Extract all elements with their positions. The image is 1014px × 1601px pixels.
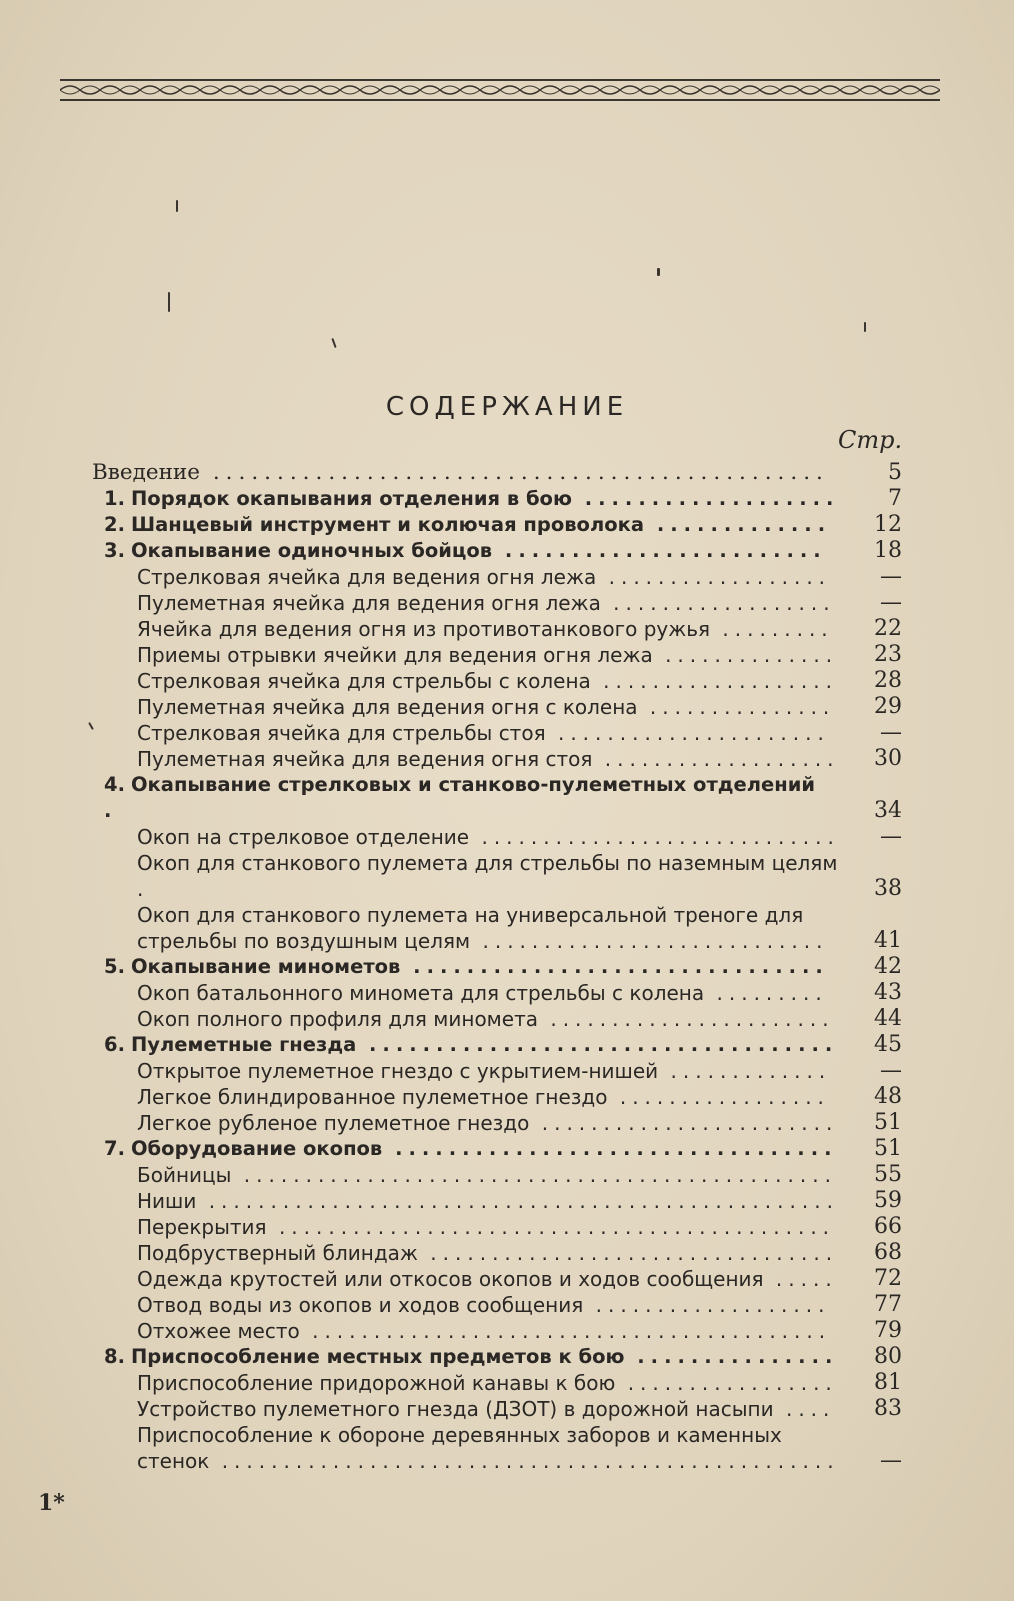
leader-dots: .................: [607, 1085, 830, 1109]
toc-entry-label: [92, 746, 840, 772]
entry-title: Приспособление придорожной канавы к бою: [137, 1371, 616, 1395]
page-number: 48: [874, 1084, 902, 1109]
toc-entry-label: [92, 850, 840, 902]
chapter-number: 1.: [104, 487, 125, 510]
toc-entry-label: [92, 1422, 840, 1474]
toc-subsection[interactable]: [92, 1240, 902, 1266]
toc-chapter[interactable]: [92, 1032, 902, 1058]
entry-title: Стрелковая ячейка для стрельбы с колена: [137, 669, 591, 693]
toc-subsection[interactable]: [92, 1110, 902, 1136]
page-number: 66: [874, 1214, 902, 1239]
leader-dots: .: [104, 799, 118, 822]
page-number: 45: [874, 1032, 902, 1057]
page-number: —: [880, 720, 902, 745]
toc-entry-label: [92, 1370, 840, 1396]
leader-dots: .......................: [537, 1007, 835, 1031]
toc-entry-label: [92, 1292, 840, 1318]
leader-dots: ..................: [600, 591, 836, 615]
leader-dots: .: [137, 877, 150, 901]
entry-title: Бойницы: [137, 1163, 232, 1187]
entry-title: Приспособление к обороне деревянных заборов и каменных стенок: [137, 1423, 782, 1473]
toc-chapter[interactable]: [92, 538, 902, 564]
leader-dots: .....: [763, 1267, 838, 1291]
leader-dots: .........: [710, 617, 834, 641]
toc-subsection[interactable]: [92, 1370, 902, 1396]
decorative-header-rule: [60, 74, 940, 104]
toc-subsection[interactable]: [92, 1292, 902, 1318]
toc-subsection[interactable]: [92, 668, 902, 694]
toc-subsection[interactable]: [92, 1006, 902, 1032]
entry-title: Ниши: [137, 1189, 197, 1213]
page-number: 55: [874, 1162, 902, 1187]
leader-dots: ........................: [529, 1111, 839, 1135]
toc-subsection[interactable]: [92, 850, 902, 902]
toc-subsection[interactable]: [92, 746, 902, 772]
page-number: 81: [874, 1370, 902, 1395]
leader-dots: ...................: [583, 1293, 831, 1317]
entry-title: Стрелковая ячейка для стрельбы стоя: [137, 721, 546, 745]
entry-title: Пулеметная ячейка для ведения огня с колена: [137, 695, 638, 719]
entry-title: Окапывание стрелковых и станково-пулеметных отделений: [130, 773, 816, 796]
entry-title: Шанцевый инструмент и колючая проволока: [130, 513, 645, 536]
entry-title: Окапывание минометов: [130, 955, 401, 978]
page-column-label: Стр.: [838, 426, 903, 454]
toc-subsection[interactable]: [92, 1162, 902, 1188]
toc-entry-label: [92, 1110, 840, 1136]
toc-subsection[interactable]: [92, 1214, 902, 1240]
page-number: 7: [888, 486, 902, 511]
toc-subsection[interactable]: [92, 590, 902, 616]
leader-dots: ................................................: [199, 460, 829, 485]
toc-subsection[interactable]: [92, 616, 902, 642]
toc-entry-label: [92, 1318, 840, 1344]
toc-entry-label: [92, 538, 840, 564]
leader-dots: ..............: [652, 643, 839, 667]
toc-entry-label: [92, 590, 840, 616]
page-title: СОДЕРЖАНИЕ: [385, 392, 629, 422]
page-number: 51: [874, 1110, 902, 1135]
toc-entry-label: [92, 1084, 840, 1110]
entry-title: Открытое пулеметное гнездо с укрытием-нишей: [137, 1059, 659, 1083]
page-number: 80: [874, 1344, 902, 1369]
page-number: 29: [874, 694, 902, 719]
toc-entry-label: [92, 1006, 840, 1032]
toc-subsection[interactable]: [92, 1318, 902, 1344]
toc-subsection[interactable]: [92, 720, 902, 746]
entry-title: Пулеметная ячейка для ведения огня лежа: [137, 591, 601, 615]
page-number: 41: [874, 928, 902, 953]
toc-chapter[interactable]: [92, 954, 902, 980]
page-number: —: [880, 824, 902, 849]
entry-title: Приемы отрывки ячейки для ведения огня лежа: [137, 643, 653, 667]
toc-subsection[interactable]: [92, 564, 902, 590]
page-number: 38: [874, 876, 902, 901]
toc-subsection[interactable]: [92, 1396, 902, 1422]
leader-dots: .................................: [417, 1241, 839, 1265]
toc-entry-label: [92, 1032, 840, 1058]
table-of-contents: [92, 460, 902, 1474]
toc-entry-label: [92, 1266, 840, 1292]
entry-title: Ячейка для ведения огня из противотанкового ружья: [137, 617, 711, 641]
toc-entry-label: [92, 694, 840, 720]
toc-entry-label: [92, 668, 840, 694]
toc-entry-label: [92, 1058, 840, 1084]
leader-dots: ...................................................: [196, 1189, 839, 1213]
entry-title: Одежда крутостей или откосов окопов и ходов сообщения: [137, 1267, 764, 1291]
leader-dots: ...................: [592, 747, 840, 771]
entry-title: Устройство пулеметного гнезда (ДЗОТ) в дорожной насыпи: [137, 1397, 774, 1421]
leader-dots: ................................................: [231, 1163, 837, 1187]
leader-dots: ...................: [590, 669, 838, 693]
page-number: 83: [874, 1396, 902, 1421]
toc-chapter[interactable]: [92, 512, 902, 538]
toc-entry-label: [92, 824, 840, 850]
leader-dots: .............: [644, 513, 832, 536]
toc-chapter[interactable]: [92, 1344, 902, 1370]
leader-dots: ...............................: [400, 955, 829, 978]
page-number: —: [880, 564, 902, 589]
leader-dots: ......................: [545, 721, 830, 745]
chapter-number: 4.: [104, 773, 125, 796]
toc-subsection[interactable]: [92, 694, 902, 720]
entry-title: Окоп для станкового пулемета на универсальной треноге для стрельбы по воздушным целям: [137, 903, 804, 953]
toc-entry-label: [92, 642, 840, 668]
chapter-number: 5.: [104, 955, 125, 978]
entry-title: Легкое блиндированное пулеметное гнездо: [137, 1085, 608, 1109]
entry-title: Приспособление местных предметов к бою: [130, 1345, 625, 1368]
entry-title: Оборудование окопов: [130, 1137, 383, 1160]
page-number: 59: [874, 1188, 902, 1213]
leader-dots: ..................................................: [209, 1449, 840, 1473]
page-number: 72: [874, 1266, 902, 1291]
toc-entry-label: [92, 1214, 840, 1240]
entry-title: Пулеметная ячейка для ведения огня стоя: [137, 747, 593, 771]
page-number: 22: [874, 616, 902, 641]
leader-dots: .................: [615, 1371, 838, 1395]
entry-title: Перекрытия: [137, 1215, 267, 1239]
toc-entry-label: [92, 564, 840, 590]
entry-title: Стрелковая ячейка для ведения огня лежа: [137, 565, 597, 589]
toc-chapter[interactable]: [92, 486, 902, 512]
toc-entry-label: [92, 1188, 840, 1214]
toc-entry-label: [92, 1240, 840, 1266]
leader-dots: ..................: [596, 565, 832, 589]
toc-chapter[interactable]: [92, 772, 902, 824]
toc-entry-label: [92, 1136, 840, 1162]
toc-chapter[interactable]: [92, 1136, 902, 1162]
toc-entry-label: [92, 902, 840, 954]
toc-entry-label: [92, 980, 840, 1006]
entry-title: Окапывание одиночных бойцов: [130, 539, 493, 562]
page-number: —: [880, 1058, 902, 1083]
leader-dots: ........................: [492, 539, 827, 562]
leader-dots: ...................: [571, 487, 840, 510]
toc-entry-label: [92, 720, 840, 746]
page-number: 18: [874, 538, 902, 563]
page-number: 30: [874, 746, 902, 771]
toc-subsection[interactable]: [92, 902, 902, 954]
entry-title: Легкое рубленое пулеметное гнездо: [137, 1111, 530, 1135]
chapter-number: 8.: [104, 1345, 125, 1368]
toc-subsection[interactable]: [92, 1058, 902, 1084]
entry-title: Окоп полного профиля для миномета: [137, 1007, 538, 1031]
leader-dots: ...............: [637, 695, 836, 719]
entry-title: Подбрустверный блиндаж: [137, 1241, 418, 1265]
toc-subsection[interactable]: [92, 642, 902, 668]
chapter-number: 2.: [104, 513, 125, 536]
leader-dots: .............: [658, 1059, 832, 1083]
toc-entry-label: [92, 772, 840, 824]
toc-subsection[interactable]: [92, 1266, 902, 1292]
leader-dots: .............................................: [266, 1215, 836, 1239]
entry-title: Окоп на стрелковое отделение: [137, 825, 470, 849]
page-number: 23: [874, 642, 902, 667]
entry-title: Отхожее место: [137, 1319, 300, 1343]
chapter-number: 3.: [104, 539, 125, 562]
entry-title: Окоп для станкового пулемета для стрельбы по наземным целям: [137, 851, 838, 875]
leader-dots: .................................: [382, 1137, 838, 1160]
page-number: 12: [874, 512, 902, 537]
page-number: 77: [874, 1292, 902, 1317]
entry-title: Порядок окапывания отделения в бою: [130, 487, 572, 510]
toc-entry-label: [92, 1396, 840, 1422]
page-number: 28: [874, 668, 902, 693]
toc-subsection[interactable]: [92, 1084, 902, 1110]
page-number: 44: [874, 1006, 902, 1031]
page-number: 34: [874, 798, 902, 823]
toc-subsection[interactable]: [92, 824, 902, 850]
page-number: 5: [888, 460, 902, 485]
entry-title: Введение: [92, 460, 200, 485]
leader-dots: ....: [773, 1397, 836, 1421]
page-number: 43: [874, 980, 902, 1005]
chapter-number: 6.: [104, 1033, 125, 1056]
toc-entry-label: [92, 512, 840, 538]
leader-dots: ...................................: [356, 1033, 839, 1056]
leader-dots: .............................: [469, 825, 840, 849]
toc-entry-label: [92, 460, 840, 486]
page-number: —: [880, 590, 902, 615]
toc-subsection[interactable]: [92, 1422, 902, 1474]
page-number: 68: [874, 1240, 902, 1265]
toc-entry-label: [92, 1162, 840, 1188]
toc-intro[interactable]: [92, 460, 902, 486]
entry-title: Окоп батальонного миномета для стрельбы с колена: [137, 981, 705, 1005]
toc-entry-label: [92, 486, 840, 512]
leader-dots: .........: [704, 981, 828, 1005]
page-number: 42: [874, 954, 902, 979]
chapter-number: 7.: [104, 1137, 125, 1160]
signature-mark: 1*: [38, 1490, 65, 1516]
entry-title: Пулеметные гнезда: [130, 1033, 357, 1056]
toc-entry-label: [92, 616, 840, 642]
page-number: —: [880, 1448, 902, 1473]
toc-subsection[interactable]: [92, 1188, 902, 1214]
entry-title: Отвод воды из окопов и ходов сообщения: [137, 1293, 584, 1317]
toc-entry-label: [92, 954, 840, 980]
toc-subsection[interactable]: [92, 980, 902, 1006]
leader-dots: ...............: [624, 1345, 839, 1368]
toc-entry-label: [92, 1344, 840, 1370]
leader-dots: ..........................................: [299, 1319, 832, 1343]
leader-dots: ............................: [470, 929, 829, 953]
page-number: 51: [874, 1136, 902, 1161]
page-number: 79: [874, 1318, 902, 1343]
